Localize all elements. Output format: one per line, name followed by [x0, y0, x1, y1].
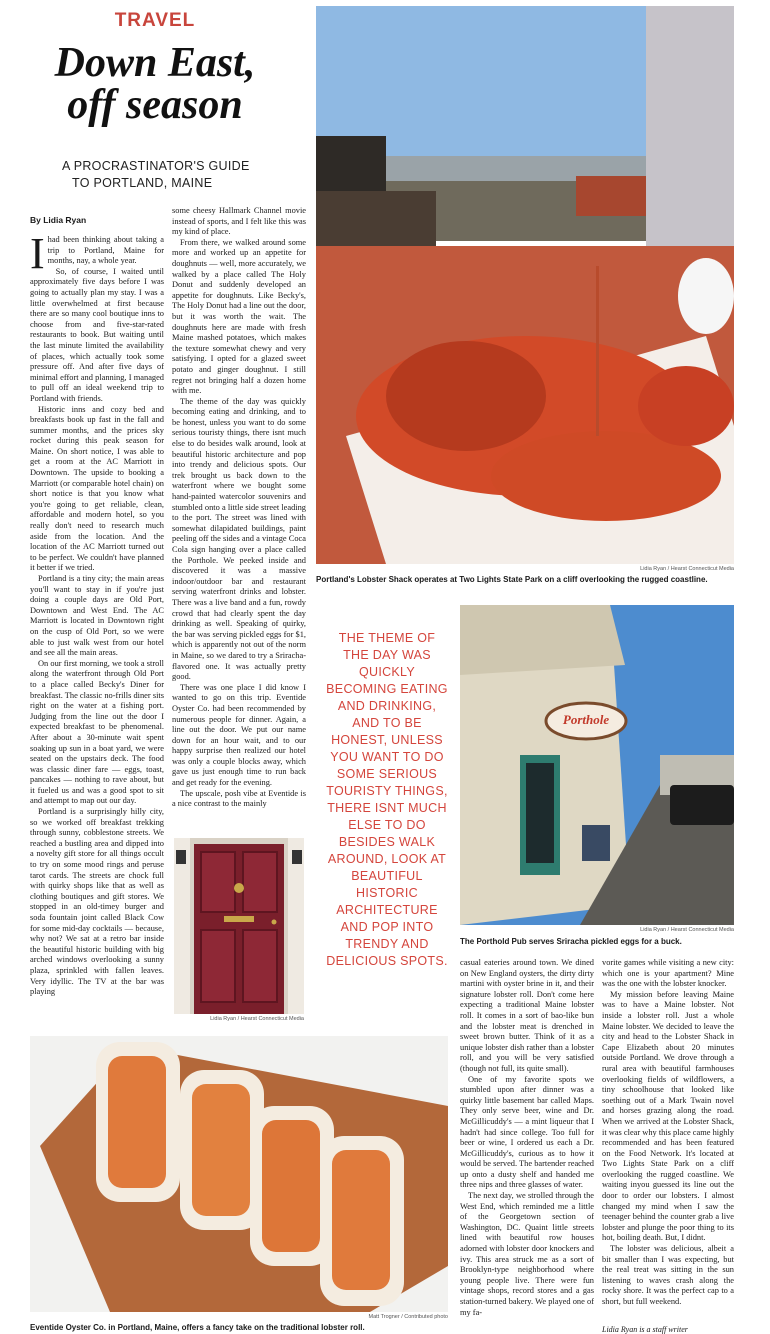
paragraph: My mission before leaving Maine was to have a Maine lobster. Not inside a lobster roll. Just a whole Maine lobster. We decided to leave the city and head to the Lobster Shack in Cape Elizabeth about 20 minutes outside Portland. We drove through a rural area with beautiful farmhouses overlooking fields of wildflowers, a tiny schoolhouse that looked like soething out of a Mark Twain novel and horses grazing along the road. When we arrived at the Lobster Shack, it was clear why this place came highly recommended and has been featured on the Food Network. It's located at Two Lights State Park on a cliff overlooking the rugged coastline. We waiting inyou guessed its line out the door to order our lobsters. I almost changed my mind when I saw the teenager behind the counter grab a live lobster and plunge the poor thing to its hot, boiling death. But, I didnt.: [602, 989, 734, 1243]
headline-line-1: Down East,: [54, 40, 256, 86]
paragraph: So, of course, I waited until approximately five days before I was going to actually plan my stay. I was a little overwhelmed at first because there are so many cool boutique inns to choose from and five-star-rated restaurants to book. But waiting until the last minute limited the availability of places, which actually took some pressure off. And after five days of minimal effort and planning, I managed to pull off an ideal weekend trip to Portland with friends.: [30, 266, 164, 403]
paragraph: There was one place I did know I wanted to go on this trip. Eventide Oyster Co. had been recommended by numerous people for dinner. Again, a line out the door. We put our name down for an hour wait, and to our happy surprise then realized our hotel was only a couple blocks away, which gave us just enough time to run back and get ready for the evening.: [172, 682, 306, 788]
porthole-image: [460, 605, 734, 925]
paragraph: had been thinking about taking a trip to Portland, Maine for months, nay, a whole year.: [47, 235, 164, 266]
paragraph: The upscale, posh vibe at Eventide is a nice contrast to the mainly: [172, 788, 306, 809]
porthole-photo: [460, 605, 734, 925]
paragraph: The theme of the day was quickly becoming eating and drinking, and to be honest, unless you want to do some serious touristy things, there isnt much else to do besides walk around, look at beautiful historic architecture and pop into trendy and delicious spots. Our trek brought us back down to the waterfront where we bought some hand-painted watercolor souvenirs and stumbled onto a little side street leading to the port. The street was lined with somewhat dilapidated buildings, paint peeling off the sides and a vintage Coca Cola sign hanging over a place called the Porthole. We peeked inside and discovered it was a massive indoor/outdoor bar and restaurant serving waterfront drinks and lobster. There was a live band and a fun, rowdy crowd that had clearly spent the day drinking as well. Speaking of quirky, the bar was serving pickled eggs for $1, which is apparently not out of the norm in Maine, so we dared to try a Sriracha-flavored one. It was actually pretty good.: [172, 396, 306, 682]
drop-cap: I: [30, 235, 45, 278]
article-column-1: [30, 235, 164, 1030]
paragraph: some cheesy Hallmark Channel movie instead of sports, and I felt like this was my kind of place.: [172, 206, 306, 237]
paragraph: casual eateries around town. We dined on New England oysters, the dirty dirty martini with oyster brine in it, and their signature lobster roll. Don't come here expecting a traditional Maine lobster roll. It comes in a sort of bao-like bun and the lobster meat is drenched in sweet brown butter. Think of it as a unique lobster dish rather than a lobster roll, and you will be very satisfied (though not full, its quite small).: [460, 958, 594, 1073]
subheadline: [62, 158, 302, 192]
paragraph: vorite games while visiting a new city: which one is your apartment? Mine was the one with the lobster knocker.: [602, 958, 734, 989]
door-photo: [174, 838, 304, 1014]
section-label: TRAVEL: [114, 10, 196, 31]
door-photo-credit: Lidia Ryan / Hearst Connecticut Media: [210, 1016, 304, 1022]
lobster-photo: [316, 6, 734, 564]
paragraph: One of my favorite spots we stumbled upon after dinner was a quirky little basement bar called Maps. They only serve beer, wine and Dr. McGillicuddy's — a mint liqueur that I hadn't had since college. Too full for beer or wine, I ordered us each a Dr. McGillicuddy's, curious as to how it would be served. The bartender reached up onto a dusty shelf and handed me three nips and three glasses of water.: [460, 1074, 594, 1190]
article-column-2: [172, 206, 306, 828]
article-column-3: [460, 958, 594, 1334]
subheadline-line-2: TO PORTLAND, MAINE: [72, 176, 213, 190]
lobster-photo-caption: Portland's Lobster Shack operates at Two Lights State Park on a cliff overlooking the rugged coastline.: [316, 575, 708, 584]
subheadline-line-1: A PROCRASTINATOR'S GUIDE: [62, 159, 250, 173]
lobster-rolls-photo-caption: Eventide Oyster Co. in Portland, Maine, offers a fancy take on the traditional lobster roll.: [30, 1323, 365, 1332]
paragraph: Historic inns and cozy bed and breakfasts book up fast in the fall and summer months, and the prices sky rocket during this peak season for Maine. On short notice, I was able to get a room at the AC Marriott in Downtown. The upside to booking a Marriott (or comparable hotel chain) on short notice is that you know what you're going to get reliable, clean, affordable and modern hotel, so you really don't need to research much aside from the location. And the location of the AC Marriott turned out to be perfect. We couldn't have planned it better if we tried.: [30, 404, 164, 573]
headline: [0, 42, 310, 126]
lobster-rolls-image: [30, 1036, 448, 1312]
porthole-photo-credit: Lidia Ryan / Hearst Connecticut Media: [640, 927, 734, 933]
lobster-rolls-photo-credit: Matt Trogner / Contributed photo: [368, 1314, 448, 1320]
paragraph: The lobster was delicious, albeit a bit smaller than I was expecting, but the real treat was sitting in the sun listening to waves crash along the rocky shore. It was the perfect cap to a short, but full weekend.: [602, 1244, 734, 1306]
lobster-photo-credit: Lidia Ryan / Hearst Connecticut Media: [640, 566, 734, 572]
author-tagline: Lidia Ryan is a staff writer: [602, 1325, 688, 1334]
pull-quote: THE THEME OF THE DAY WAS QUICKLY BECOMING EATING AND DRINKING, AND TO BE HONEST, UNLESS YOU WANT TO DO SOME SERIOUS TOURISTY THINGS, THERE ISNT MUCH ELSE TO DO BESIDES WALK AROUND, LOOK AT BEAUTIFUL HISTORIC ARCHITECTURE AND POP INTO TRENDY AND DELICIOUS SPOTS.: [326, 631, 448, 968]
door-image: [174, 838, 304, 1014]
paragraph: The next day, we strolled through the West End, which reminded me a little of the Georgetown section of Washington, DC. Quaint little streets lined with beautiful row houses adorned with lobster door knockers and ivy. This area struck me as a sort of Brooklyn-type neighborhood where young people live. There were fun vintage shops, record stores and a gas station-turned bakery. We played one of my fa-: [460, 1191, 594, 1317]
paragraph: Portland is a tiny city; the main areas you'll want to stay in if you're just doing a couple days are Old Port, Downtown and West End. The AC Marriott is located in Downtown right on the cusp of Old Port, so we were able to just walk west from our hotel and see all the main areas.: [30, 574, 164, 658]
paragraph: On our first morning, we took a stroll along the waterfront through Old Port to a place called Becky's Diner for breakfast. The classic no-frills diner sits right on the water at a fishing port. Judging from the line out the door I expected breakfast to be phenomenal. After about a 30-minute wait spent soaking up sun in a boat yard, we were seated on the upstairs deck. The food was classic diner fare — eggs, toast, pancakes — nothing to rave about, but it fueled us and was a good spot to sit and attempt to map out our day.: [30, 658, 164, 806]
lobster-rolls-photo: [30, 1036, 448, 1312]
article-column-4: [602, 958, 734, 1324]
lobster-image: [316, 6, 734, 564]
paragraph: From there, we walked around some more and worked up an appetite for doughnuts — well, more accurately, we walked by a place called The Holy Donut and suddenly developed an appetite for doughnuts. Like Becky's, The Holy Donut had a line out the door, but it was worth the wait. The doughnuts here are made with fresh Maine mashed potatoes, which makes the texture somewhat chewy and very satisfying. I opted for a glazed sweet potato and ginger doughnut. I still regret not bringing half a dozen home with me.: [172, 237, 306, 396]
byline: By Lidia Ryan: [30, 215, 87, 225]
porthole-photo-caption: The Porthold Pub serves Sriracha pickled eggs for a buck.: [460, 937, 682, 946]
paragraph: Portland is a surprisingly hilly city, so we worked off breakfast trekking through sunny, cobblestone streets. We reached a bustling area and dipped into a novelty gift store for all things occult to try on some mood rings and peruse tarot cards. The streets are chock full with quirky shops like that as well as clothing boutiques and gift stores. We stopped in an old-timey burger and soda fountain joint called Black Cow for some mid-day cocktails — because, why not? We sat at a retro bar inside the beautiful historic building with big arched windows overlooking a sunny plaza, sprinkled with fallen leaves. Very idyllic. The TV at the bar was playing: [30, 807, 164, 997]
porthole-sign-label: Porthole: [562, 712, 610, 727]
headline-line-2: off season: [67, 82, 243, 128]
